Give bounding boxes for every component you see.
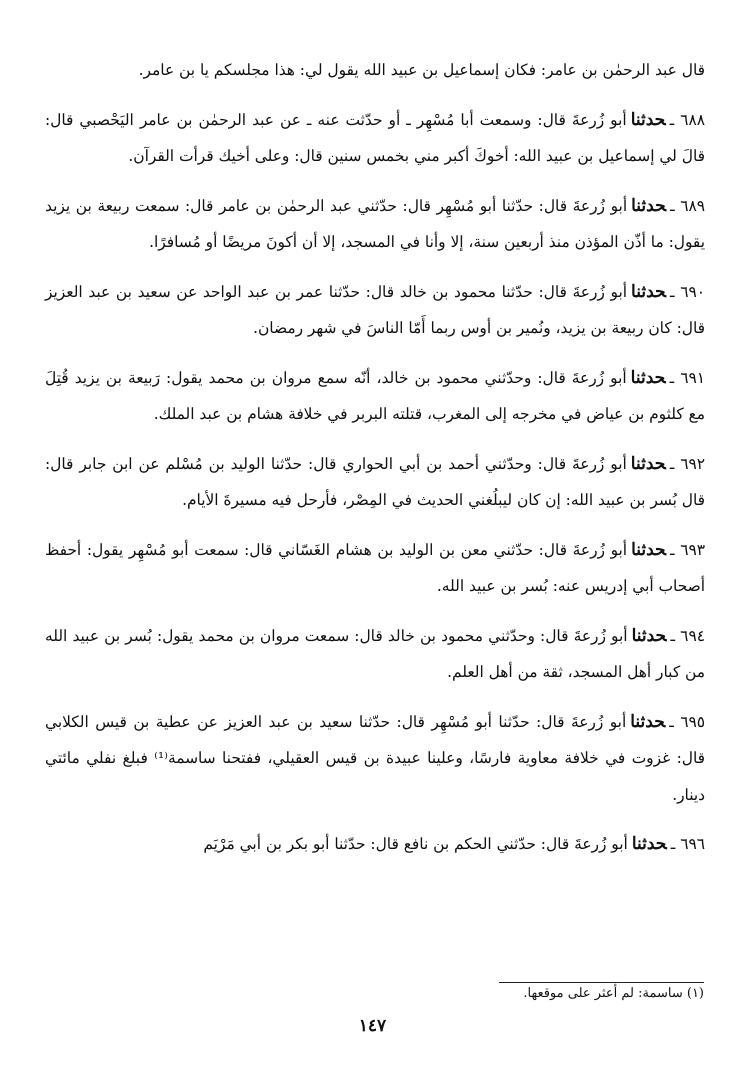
hadith-number: ٦٨٩ ـ xyxy=(670,196,705,215)
hadith-number: ٦٩٠ ـ xyxy=(670,282,705,301)
hadith-number: ٦٩٣ ـ xyxy=(670,540,705,559)
hadith-number: ٦٩٥ ـ xyxy=(669,712,705,731)
hadith-paragraph xyxy=(45,532,705,605)
hadith-text: أبو زُرعةَ قال: حدّثنا محمود بن خالد قال: حدّثنا عمر بن عبد الواحد عن سعيد بن عبد العزيز قال: كان ربيعة بن يزيد، ونُمير بن أوس ربما أَمّا الناسَ في شهر رمضان. xyxy=(45,282,705,337)
hadith-text: أبو زُرعةَ قال: وحدّثني أحمد بن أبي الحواري قال: حدّثنا الوليد بن مُسْلم عن ابن جابر قال: قال بُسر بن عبيد الله: إن كان ليبلُغني الحديث في المِصْر، فأرحل فيه مسيرةَ الأيام. xyxy=(45,454,705,509)
hadith-keyword: حدثنا xyxy=(631,834,667,854)
hadith-number: ٦٨٨ ـ xyxy=(669,110,705,129)
hadith-number: ٦٩٦ ـ xyxy=(670,835,705,853)
main-text xyxy=(45,52,705,876)
hadith-paragraph xyxy=(45,188,705,261)
hadith-text: أبو زُرعةَ قال: وسمعت أبا مُسْهِر ـ أو حدّثت عنه ـ عن عبد الرحمٰن بن عامر اليَحْصبي قال: قالَ لي إسماعيل بن عبيد الله: أخوكَ أكبر مني بخمس سنين قال: وعلى أخيك قرأت القرآن. xyxy=(45,110,705,165)
hadith-keyword: حدثنا xyxy=(630,367,666,388)
hadith-number: ٦٩٤ ـ xyxy=(670,626,705,645)
hadith-text: أبو زُرعةَ قال: وحدّثني محمود بن خالد، أنّه سمع مروان بن محمد يقول: رَبيعة بن يزيد قُتِلَ مع كلثوم بن عياض في مخرجه إلى المغرب، قتلته البربر في خلافة هشام بن عبد الملك. xyxy=(45,368,705,423)
hadith-keyword: حدثنا xyxy=(630,109,666,130)
hadith-paragraph xyxy=(45,360,705,433)
hadith-paragraph xyxy=(45,274,705,347)
intro-paragraph: قال عبد الرحمٰن بن عامر: فكان إسماعيل بن عبيد الله يقول لي: هذا مجلسكم يا بن عامر. xyxy=(138,61,705,79)
footnote-divider xyxy=(499,982,704,983)
hadith-text: أبو زُرعةَ قال: حدّثنا أبو مُسْهِر قال: حدّثني عبد الرحمٰن بن عامر قال: سمعت ربيعة بن يزيد يقول: ما أذّن المؤذن منذ أربعين سنة، إلا وأنا في المسجد، إلا أن أكونَ مريضًا أو مُسافرًا. xyxy=(45,196,705,251)
hadith-keyword: حدثنا xyxy=(630,453,666,474)
hadith-text: أبو زُرعةَ قال: حدّثني الحكم بن نافع قال: حدّثنا أبو بكر بن أبي مَرْيَم xyxy=(203,835,628,853)
hadith-paragraph xyxy=(45,704,705,814)
hadith-number: ٦٩١ ـ xyxy=(669,368,706,387)
hadith-keyword: حدثنا xyxy=(631,281,666,302)
hadith-paragraph xyxy=(45,826,705,863)
hadith-paragraph xyxy=(45,618,705,691)
hadith-list xyxy=(45,102,705,863)
footnote: (١) ساسمة: لم أعثر على موقعها. xyxy=(523,986,704,1001)
hadith-keyword: حدثنا xyxy=(630,711,666,732)
hadith-text: أبو زُرعةَ قال: حدّثني معن بن الوليد بن هشام الغَسّاني قال: سمعت أبو مُسْهِر يقول: أحفظ أصحاب أبي إدريس عنه: بُسر بن عبيد الله. xyxy=(45,540,705,595)
hadith-text: أبو زُرعةَ قال: وحدّثني محمود بن خالد قال: سمعت مروان بن محمد يقول: بُسر بن عبيد الله من كبار أهل المسجد، ثقة من أهل العلم. xyxy=(45,626,705,681)
hadith-paragraph xyxy=(45,102,705,175)
hadith-paragraph xyxy=(45,446,705,519)
hadith-number: ٦٩٢ ـ xyxy=(669,454,706,473)
hadith-text: أبو زُرعةَ قال: حدّثنا أبو مُسْهِر قال: حدّثنا سعيد بن عبد العزيز عن عطية بن قيس الكلابي قال: غزوت في خلافة معاوية فارسًا، وعلينا عبيدة بن قيس العقيلي، ففتحنا ساسمة⁽¹⁾ فبلغ نفلي مائتي دينار. xyxy=(45,712,705,804)
page-number: ١٤٧ xyxy=(358,1016,387,1036)
hadith-keyword: حدثنا xyxy=(631,625,667,646)
hadith-keyword: حدثنا xyxy=(631,195,667,216)
hadith-keyword: حدثنا xyxy=(631,539,667,560)
